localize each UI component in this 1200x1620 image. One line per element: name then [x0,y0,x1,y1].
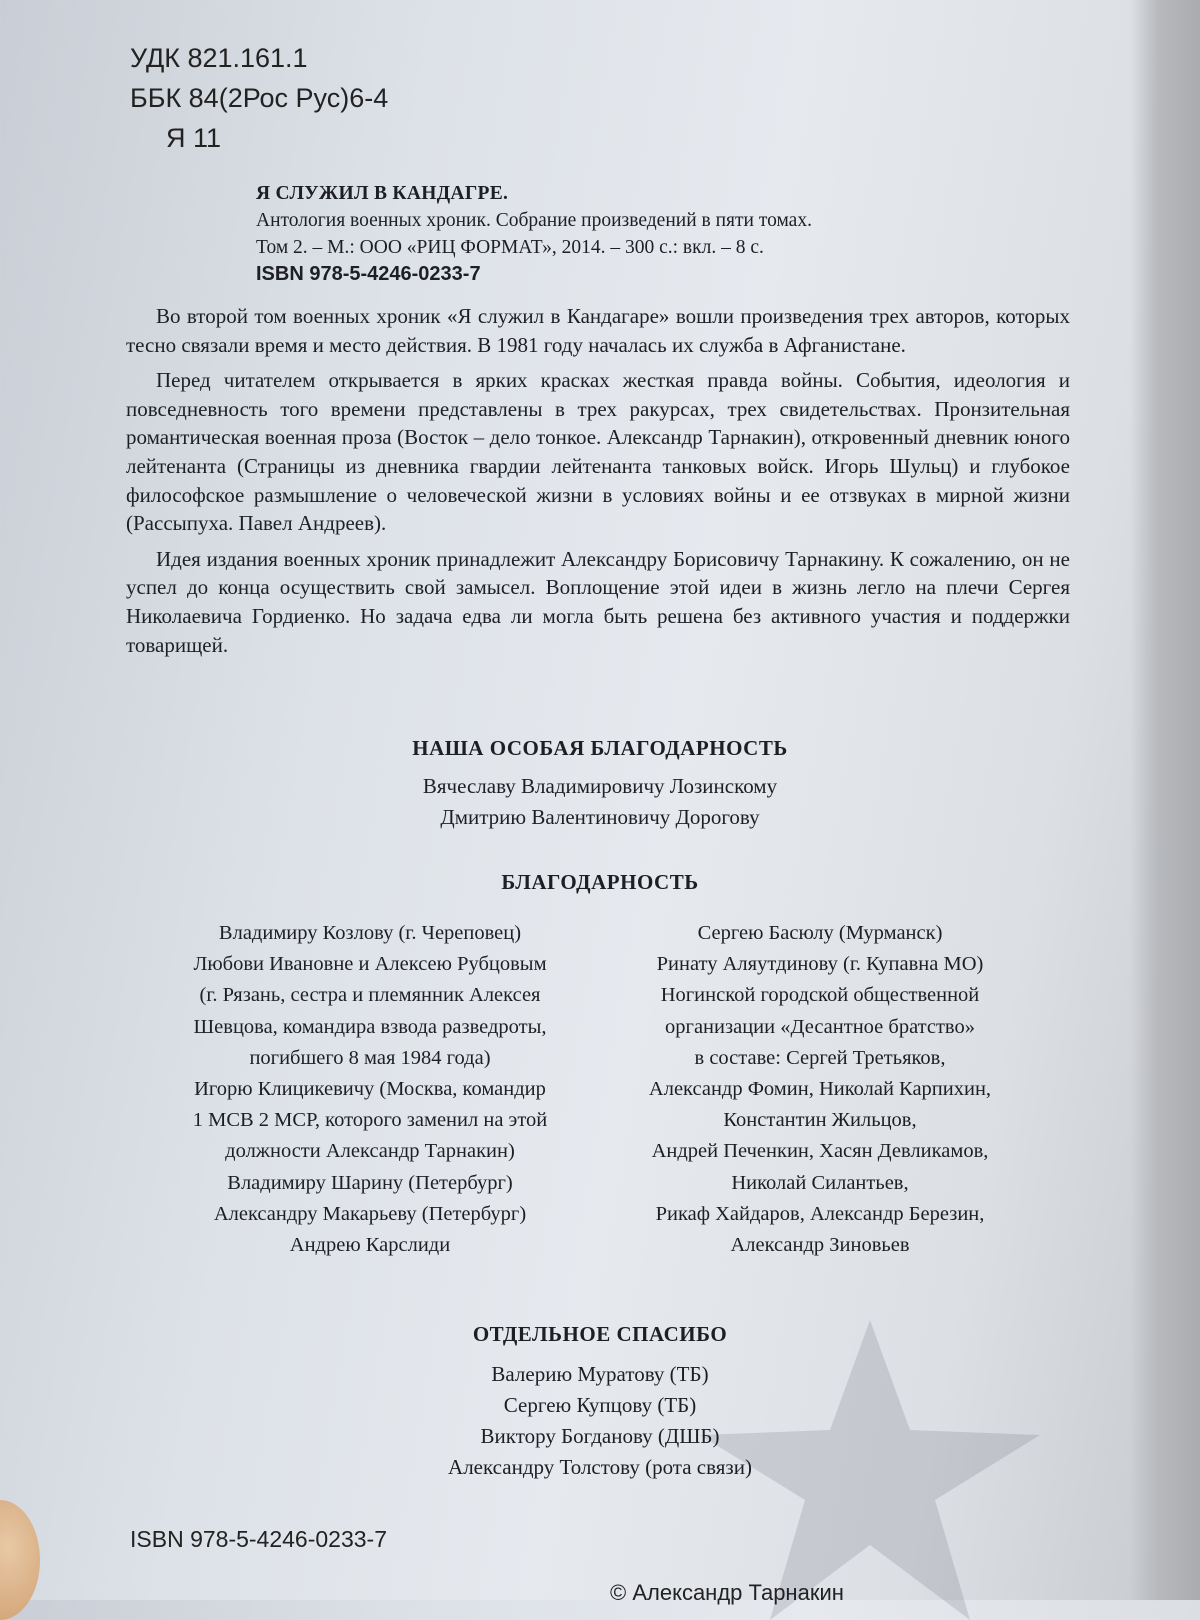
name-line: в составе: Сергей Третьяков, [694,1046,946,1069]
name-line: Рикаф Хайдаров, Александр Березин, [655,1202,985,1225]
name-line: Игорю Клицикевичу (Москва, командир [194,1078,546,1101]
book-title: Я СЛУЖИЛ В КАНДАГРЕ. [256,183,509,204]
name-line: Александр Зиновьев [730,1234,910,1257]
name-line: Константин Жильцов, [723,1109,917,1132]
classification-codes [130,38,388,158]
bbk-code: ББК 84(2Рос Рус)6-4 [130,83,389,113]
copyright-line: © Александр Тарнакин [610,1580,844,1605]
biblio-line-3: Том 2. – М.: ООО «РИЦ ФОРМАТ», 2014. – 300 с.: вкл. – 8 с. [256,237,764,258]
annotation-paragraph: Во второй том военных хроник «Я служил в Кандагаре» вошли произведения трех авторов, которых тесно связали время и место действия. В 1981 году началась их служба в Афганистане. [126,304,1070,357]
thanks-right-column [590,918,1050,1261]
special-thanks-heading: НАША ОСОБАЯ БЛАГОДАРНОСТЬ [412,736,788,760]
annotation-paragraph: Идея издания военных хроник принадлежит Александру Борисовичу Тарнакину. К сожалению, он не успел до конца осуществить свой замысел. Воплощение этой идеи в жизнь легло на плечи Сергея Николаевича Гордиенко. Но задача едва ли могла быть решена без активного участия и поддержки товарищей. [126,546,1070,657]
name-line: Шевцова, командира взвода разведроты, [193,1015,547,1038]
name-line: Александру Толстову (рота связи) [448,1455,752,1479]
special-thanks-section [120,736,1080,833]
name-line: погибшего 8 мая 1984 года) [249,1046,491,1069]
name-line: Вячеславу Владимировичу Лозинскому [422,774,778,798]
name-line: Виктору Богданову (ДШБ) [480,1424,720,1448]
separate-thanks-section [120,1322,1080,1483]
thanks-heading: БЛАГОДАРНОСТЬ [501,870,699,894]
name-line: (г. Рязань, сестра и племянник Алексея [199,984,541,1007]
biblio-isbn: ISBN 978-5-4246-0233-7 [256,263,481,285]
name-line: Андрею Карслиди [289,1234,451,1257]
name-line: Любови Ивановне и Алексею Рубцовым [193,953,547,976]
thanks-left-column [150,918,590,1261]
name-line: Сергею Басюлу (Мурманск) [697,922,943,944]
thanks-section [120,870,1080,895]
name-line: Александр Фомин, Николай Карпихин, [648,1078,992,1101]
name-line: 1 МСВ 2 МСР, которого заменил на этой [192,1109,548,1132]
name-line: Александру Макарьеву (Петербург) [213,1202,527,1225]
name-line: должности Александр Тарнакин) [225,1140,515,1163]
name-line: Ногинской городской общественной [660,984,980,1007]
page-edge-shadow [1130,0,1200,1600]
name-line: Андрей Печенкин, Хасян Девликамов, [651,1140,989,1163]
author-mark: Я 11 [166,123,222,153]
name-line: организации «Десантное братство» [665,1015,975,1038]
name-line: Валерию Муратову (ТБ) [491,1362,709,1386]
name-line: Ринату Аляутдинову (г. Купавна МО) [656,953,984,976]
footer-isbn: ISBN 978-5-4246-0233-7 [130,1526,387,1552]
udk-code: УДК 821.161.1 [130,43,308,73]
finger [0,1500,40,1620]
annotation [126,302,1070,666]
bibliographic-record [256,180,1016,288]
name-line: Владимиру Шарину (Петербург) [227,1171,513,1194]
separate-thanks-names [120,1359,1080,1483]
name-line: Николай Силантьев, [731,1171,909,1194]
separate-thanks-heading: ОТДЕЛЬНОЕ СПАСИБО [472,1322,728,1346]
annotation-paragraph: Перед читателем открывается в ярких красках жесткая правда войны. События, идеология и повседневность того времени представлены в трех ракурсах, трех свидетельствах. Пронзительная романтическая военная проза (Восток – дело тонкое. Александр Тарнакин), откровенный дневник юного лейтенанта (Страницы из дневника гвардии лейтенанта танковых войск. Игорь Шульц) и глубокое философское размышление о человеческой жизни в условиях войны и ее отзвуках в мирной жизни (Рассыпуха. Павел Андреев). [126,368,1070,536]
name-line: Дмитрию Валентиновичу Дорогову [440,805,760,829]
special-thanks-names [120,771,1080,833]
name-line: Сергею Купцову (ТБ) [503,1393,697,1417]
biblio-line-2: Антология военных хроник. Собрание произведений в пяти томах. [256,210,812,231]
name-line: Владимиру Козлову (г. Череповец) [218,922,522,944]
